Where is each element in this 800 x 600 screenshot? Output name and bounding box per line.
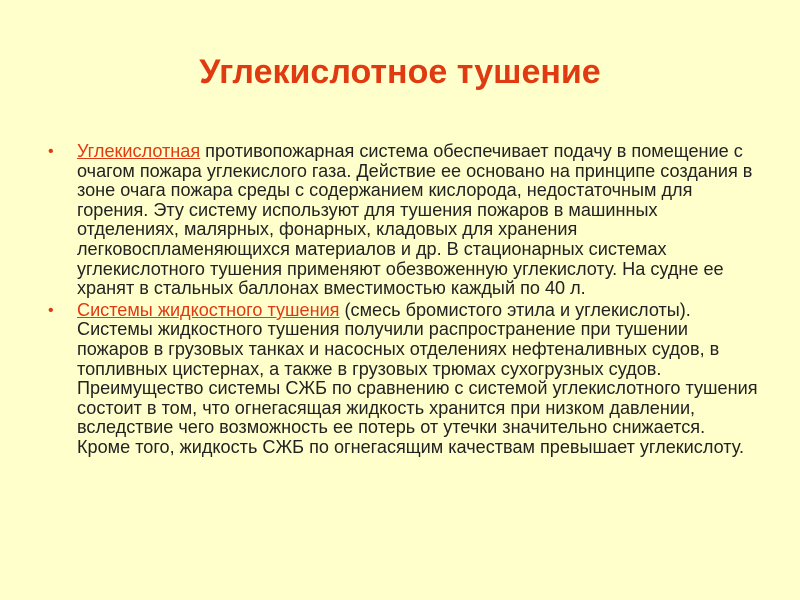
- bullet-item-co2-system: [48, 142, 763, 299]
- bullet-text: противопожарная система обеспечивает подачу в помещение с очагом пожара углекислого газа. Действие ее основано на принципе создания в зоне очага пожара среды с содержанием кислорода, недостаточным для горения. Эту систему используют для тушения пожаров в машинных отделениях, малярных, фонарных, кладовых для хранения легковоспламеняющихся материалов и др. В стационарных системах углекислотного тушения применяют обезвоженную углекислоту. На судне ее хранят в стальных баллонах вместимостью каждый по 40 л.: [77, 141, 753, 299]
- bullet-marker: •: [48, 143, 54, 160]
- slide-title: Углекислотное тушение: [199, 53, 601, 91]
- link-co2-system[interactable]: Углекислотная: [77, 141, 201, 161]
- bullet-marker: •: [48, 301, 54, 319]
- bullet-item-liquid-system: [48, 301, 763, 458]
- bullet-text: (смесь бромистого этила и углекислоты). Системы жидкостного тушения получили распространение при тушении пожаров в грузовых танках и насосных отделениях нефтеналивных судов, в топливных цистернах, а также в грузовых трюмах сухогрузных судов. Преимущество системы СЖБ по сравнению с системой углекислотного тушения состоит в том, что огнегасящая жидкость хранится при низком давлении, вследствие чего возможность ее потерь от утечки значительно снижается. Кроме того, жидкость СЖБ по огнегасящим качествам превышает углекислоту.: [77, 299, 758, 457]
- link-liquid-system[interactable]: Системы жидкостного тушения: [77, 299, 340, 320]
- bullet-list: [48, 142, 763, 460]
